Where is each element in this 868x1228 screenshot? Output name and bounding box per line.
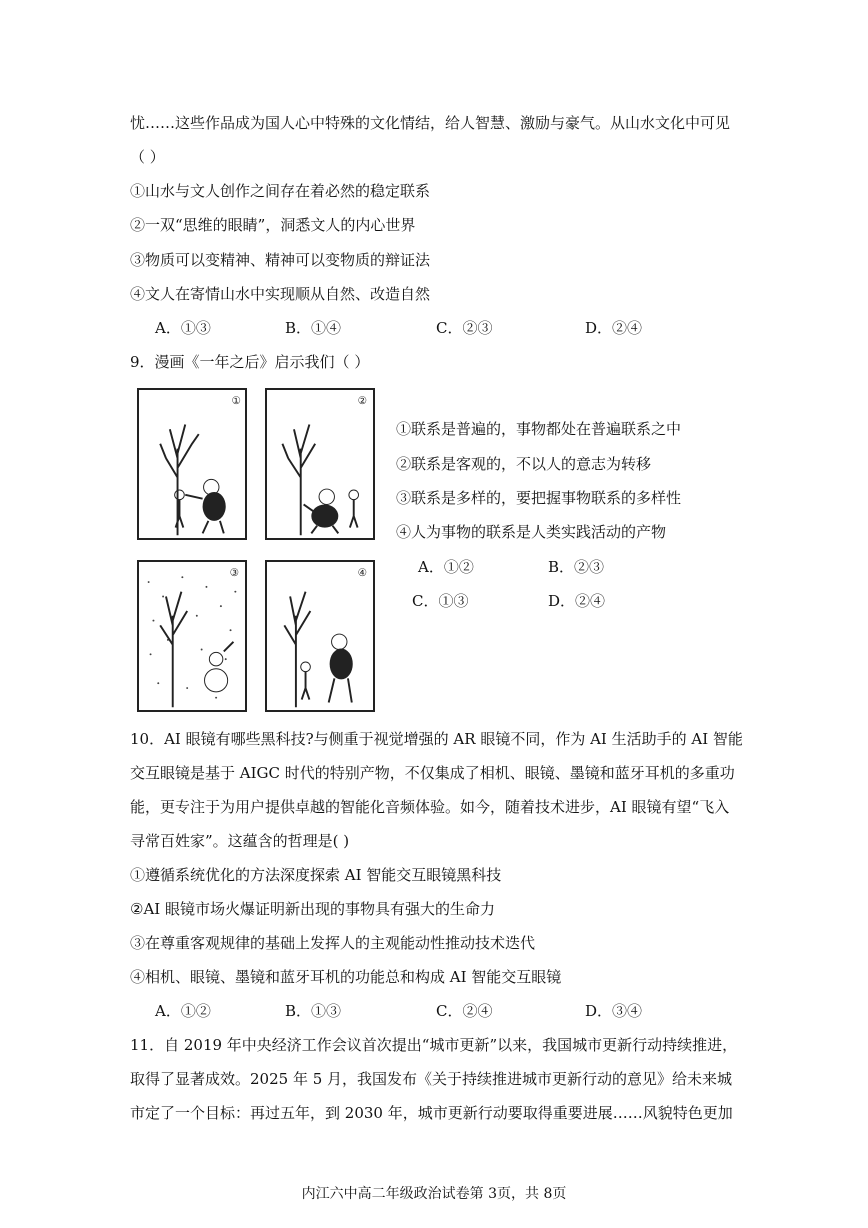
q10-line-1: 10．AI 眼镜有哪些黑科技?与侧重于视觉增强的 AR 眼镜不同，作为 AI 生活助手的 AI 智能 <box>130 730 743 748</box>
q9-statement-3: ③联系是多样的，要把握事物联系的多样性 <box>396 489 682 507</box>
comic-panel-3-drawing <box>139 562 245 710</box>
comic-panel-4 <box>265 560 375 712</box>
q8-stem-tail: 忧……这些作品成为国人心中特殊的文化情结，给人智慧、激励与豪气。从山水文化中可见 <box>130 114 731 132</box>
q10-option-b: B．①③ <box>285 1002 342 1020</box>
q8-option-d: D．②④ <box>585 319 643 337</box>
q10-line-2: 交互眼镜是基于 AIGC 时代的特别产物，不仅集成了相机、眼镜、墨镜和蓝牙耳机的多重功 <box>130 764 735 782</box>
q8-option-a: A．①③ <box>155 319 211 337</box>
comic-panel-3 <box>137 560 247 712</box>
comic-panel-2-number: ② <box>357 395 368 408</box>
q10-statement-1: ①遵循系统优化的方法深度探索 AI 智能交互眼镜黑科技 <box>130 866 502 884</box>
q10-line-3: 能，更专注于为用户提供卓越的智能化音频体验。如今，随着技术进步，AI 眼镜有望“飞入 <box>130 798 730 816</box>
page-footer: 内江六中高二年级政治试卷第 3页，共 8页 <box>301 1186 567 1202</box>
q9-statement-2: ②联系是客观的，不以人的意志为转移 <box>396 455 652 473</box>
q10-line-4: 寻常百姓家”。这蕴含的哲理是( ) <box>130 832 350 850</box>
q8-statement-2: ②一双“思维的眼睛”，洞悉文人的内心世界 <box>130 216 416 234</box>
comic-panel-1 <box>137 388 247 540</box>
comic-panel-4-drawing <box>267 562 373 710</box>
q9-stem: 9．漫画《一年之后》启示我们（ ） <box>130 353 370 371</box>
comic-panel-2 <box>265 388 375 540</box>
q8-statement-1: ①山水与文人创作之间存在着必然的稳定联系 <box>130 182 431 200</box>
q9-option-a: A．①② <box>418 558 474 576</box>
q9-option-b: B．②③ <box>548 558 605 576</box>
q8-option-c: C．②③ <box>436 319 493 337</box>
comic-panel-1-number: ① <box>231 395 242 408</box>
q10-statement-4: ④相机、眼镜、墨镜和蓝牙耳机的功能总和构成 AI 智能交互眼镜 <box>130 968 562 986</box>
q11-line-2: 取得了显著成效。2025 年 5 月，我国发布《关于持续推进城市更新行动的意见》给未来城 <box>130 1070 733 1088</box>
q10-option-a: A．①② <box>155 1002 211 1020</box>
q9-statement-1: ①联系是普遍的，事物都处在普遍联系之中 <box>396 420 682 438</box>
q10-option-d: D．③④ <box>585 1002 643 1020</box>
q8-statement-3: ③物质可以变精神、精神可以变物质的辩证法 <box>130 251 431 269</box>
q9-statement-4: ④人为事物的联系是人类实践活动的产物 <box>396 523 667 541</box>
q10-option-c: C．②④ <box>436 1002 493 1020</box>
q8-statement-4: ④文人在寄情山水中实现顺从自然、改造自然 <box>130 285 431 303</box>
q8-option-b: B．①④ <box>285 319 342 337</box>
q9-option-d: D．②④ <box>548 592 606 610</box>
q11-line-1: 11．自 2019 年中央经济工作会议首次提出“城市更新”以来，我国城市更新行动持续推进， <box>130 1036 738 1054</box>
comic-panel-4-number: ④ <box>357 567 368 580</box>
comic-panel-2-drawing <box>267 390 373 538</box>
q9-option-c: C．①③ <box>412 592 469 610</box>
q8-answer-paren: （ ） <box>130 148 165 166</box>
comic-panel-3-number: ③ <box>229 567 240 580</box>
q10-statement-3: ③在尊重客观规律的基础上发挥人的主观能动性推动技术迭代 <box>130 934 536 952</box>
comic-panel-1-drawing <box>139 390 245 538</box>
q10-statement-2: ②AI 眼镜市场火爆证明新出现的事物具有强大的生命力 <box>130 900 495 918</box>
q11-line-3: 市定了一个目标：再过五年，到 2030 年，城市更新行动要取得重要进展……风貌特色更加 <box>130 1104 733 1122</box>
